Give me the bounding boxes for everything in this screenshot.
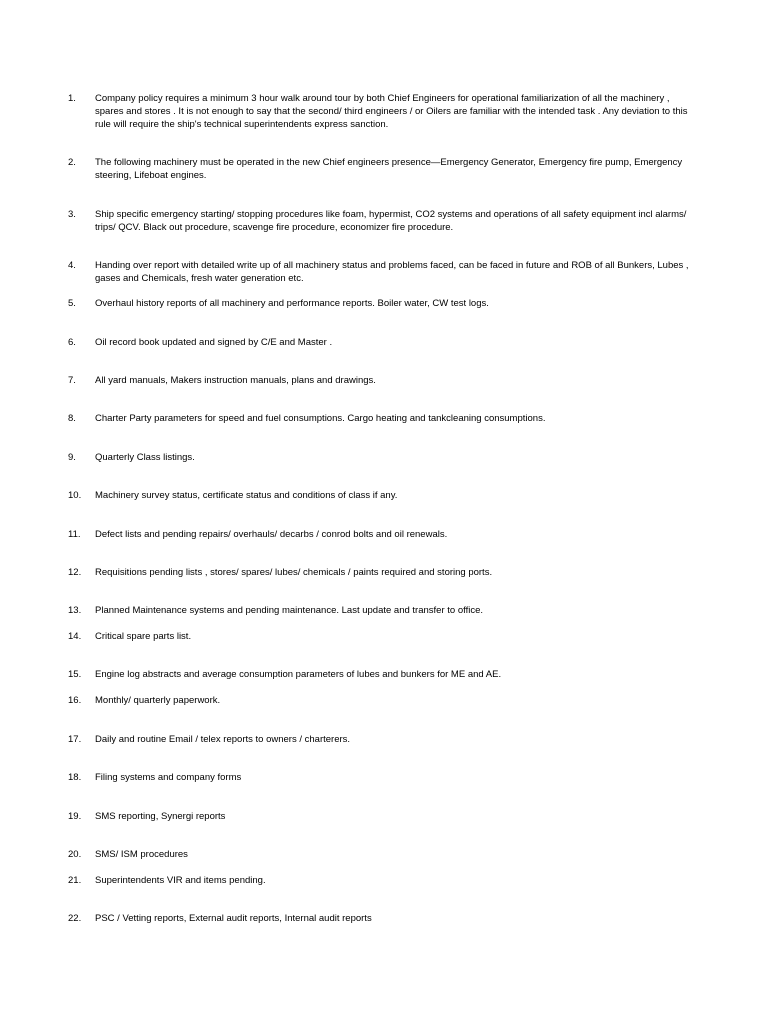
list-item [68, 529, 698, 542]
list-item [68, 375, 698, 388]
item-text: Requisitions pending lists , stores/ spares/ lubes/ chemicals / paints required and storing ports. [95, 567, 493, 578]
item-text: Critical spare parts list. [95, 631, 192, 642]
list-item [68, 260, 698, 286]
item-number: 3. [68, 209, 76, 220]
list-item [68, 849, 698, 862]
item-text: Planned Maintenance systems and pending maintenance. Last update and transfer to office. [95, 605, 483, 616]
item-text: SMS reporting, Synergi reports [95, 811, 226, 822]
list-item [68, 605, 698, 618]
list-item [68, 811, 698, 824]
item-text: Quarterly Class listings. [95, 452, 195, 463]
item-number: 8. [68, 413, 76, 424]
list-item [68, 157, 698, 183]
item-number: 7. [68, 375, 76, 386]
item-number: 6. [68, 337, 76, 348]
list-item [68, 772, 698, 785]
item-text: Filing systems and company forms [95, 772, 242, 783]
item-text: SMS/ ISM procedures [95, 849, 188, 860]
item-number: 18. [68, 772, 82, 783]
item-text: Ship specific emergency starting/ stopping procedures like foam, hypermist, CO2 systems and operations of all safety equipment incl alarms/ trips/ QCV. Black out procedure, scavenge fire procedure, economizer fire procedure. [95, 209, 687, 233]
item-text: Engine log abstracts and average consumption parameters of lubes and bunkers for ME and AE. [95, 669, 502, 680]
list-item [68, 209, 698, 235]
item-text: Machinery survey status, certificate status and conditions of class if any. [95, 490, 398, 501]
list-item [68, 567, 698, 580]
item-text: The following machinery must be operated in the new Chief engineers presence—Emergency Generator, Emergency fire pump, Emergency steering, Lifeboat engines. [95, 157, 683, 181]
item-number: 17. [68, 734, 82, 745]
list-item [68, 695, 698, 708]
list-item [68, 734, 698, 747]
item-text: Monthly/ quarterly paperwork. [95, 695, 221, 706]
item-text: All yard manuals, Makers instruction manuals, plans and drawings. [95, 375, 376, 386]
item-text: Oil record book updated and signed by C/E and Master . [95, 337, 333, 348]
list-item [68, 913, 698, 926]
list-item [68, 93, 698, 131]
item-number: 13. [68, 605, 82, 616]
item-text: PSC / Vetting reports, External audit reports, Internal audit reports [95, 913, 372, 924]
list-item [68, 631, 698, 644]
item-number: 5. [68, 298, 76, 309]
item-number: 16. [68, 695, 82, 706]
item-number: 20. [68, 849, 82, 860]
list-item [68, 337, 698, 350]
item-number: 15. [68, 669, 82, 680]
item-number: 14. [68, 631, 82, 642]
item-text: Defect lists and pending repairs/ overhauls/ decarbs / conrod bolts and oil renewals. [95, 529, 448, 540]
list-item [68, 490, 698, 503]
item-number: 2. [68, 157, 76, 168]
item-number: 12. [68, 567, 82, 578]
item-number: 22. [68, 913, 82, 924]
item-text: Superintendents VIR and items pending. [95, 875, 266, 886]
item-text: Charter Party parameters for speed and fuel consumptions. Cargo heating and tankcleaning consumptions. [95, 413, 546, 424]
list-item [68, 875, 698, 888]
item-text: Overhaul history reports of all machinery and performance reports. Boiler water, CW test logs. [95, 298, 489, 309]
list-item [68, 298, 698, 311]
list-item [68, 669, 698, 682]
list-item [68, 452, 698, 465]
item-number: 21. [68, 875, 82, 886]
item-number: 4. [68, 260, 76, 271]
item-number: 1. [68, 93, 76, 104]
item-text: Company policy requires a minimum 3 hour walk around tour by both Chief Engineers for operational familiarization of all the machinery , spares and stores . It is not enough to say that the second/ third engineers / or Oilers are familiar with the intended task . Any deviation to this rule will require the ship's technical superintendents express sanction. [95, 93, 688, 130]
item-number: 19. [68, 811, 82, 822]
item-number: 11. [68, 529, 81, 540]
item-number: 9. [68, 452, 76, 463]
item-number: 10. [68, 490, 82, 501]
item-text: Handing over report with detailed write up of all machinery status and problems faced, can be faced in future and ROB of all Bunkers, Lubes , gases and Chemicals, fresh water generation etc. [95, 260, 689, 284]
list-item [68, 413, 698, 426]
item-text: Daily and routine Email / telex reports to owners / charterers. [95, 734, 351, 745]
